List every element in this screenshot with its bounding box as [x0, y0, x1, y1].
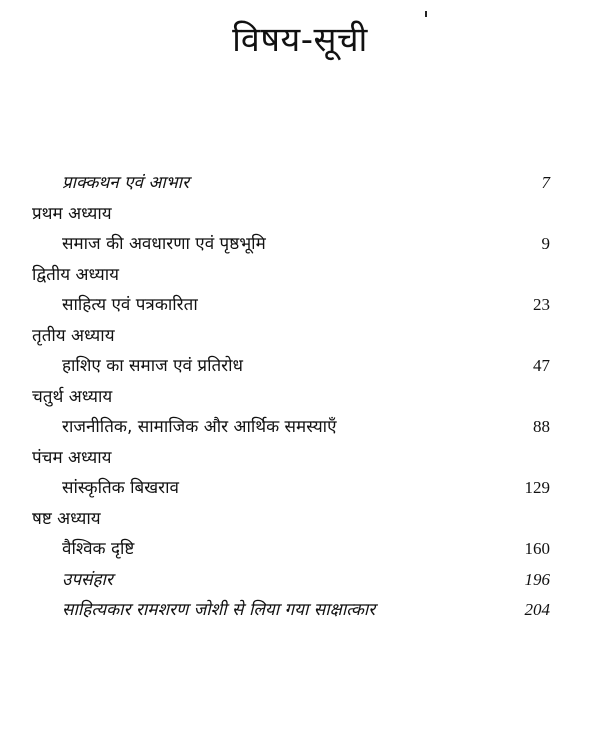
toc-page-number: 47: [533, 356, 550, 375]
toc-entry-label: साहित्य एवं पत्रकारिता: [62, 295, 198, 315]
toc-chapter-heading: [32, 321, 550, 352]
toc-entry-interview: [32, 595, 550, 626]
toc-chapter-heading: [32, 504, 550, 535]
toc-chapter-heading: [32, 260, 550, 291]
toc-entry-conclusion: [32, 565, 550, 596]
toc-page-number: 160: [524, 539, 550, 558]
toc-entry-label: साहित्यकार रामशरण जोशी से लिया गया साक्षात्कार: [62, 600, 376, 620]
toc-chapter-heading: [32, 382, 550, 413]
toc-entry-chapter4: [32, 412, 550, 443]
toc-page-number: 204: [524, 600, 550, 619]
chapter-heading-label: पंचम अध्याय: [32, 447, 112, 468]
toc-entry-chapter3: [32, 351, 550, 382]
chapter-heading-label: षष्ट अध्याय: [32, 508, 101, 529]
chapter-heading-label: प्रथम अध्याय: [32, 203, 112, 224]
toc-chapter-heading: [32, 443, 550, 474]
toc-entry-label: हाशिए का समाज एवं प्रतिरोध: [62, 356, 243, 376]
toc-page-number: 129: [524, 478, 550, 497]
toc-entry-label: सांस्कृतिक बिखराव: [62, 478, 179, 498]
toc-page-number: 23: [533, 295, 550, 314]
toc-entry-label: वैश्विक दृष्टि: [62, 539, 135, 559]
toc-chapter-heading: [32, 199, 550, 230]
chapter-heading-label: चतुर्थ अध्याय: [32, 386, 113, 407]
toc-page-number: 7: [541, 173, 550, 192]
toc-entry-chapter2: [32, 290, 550, 321]
toc-entry-label: उपसंहार: [62, 569, 113, 590]
toc-entry-chapter6: [32, 534, 550, 565]
toc-entry-chapter1: [32, 229, 550, 260]
table-of-contents: [32, 168, 550, 626]
page-title: विषय-सूची: [232, 20, 368, 60]
toc-entry-label: समाज की अवधारणा एवं पृष्ठभूमि: [62, 234, 266, 254]
toc-entry-label: प्राक्कथन एवं आभार: [62, 173, 190, 193]
toc-page-number: 88: [533, 417, 550, 436]
toc-entry-label: राजनीतिक, सामाजिक और आर्थिक समस्याएँ: [62, 417, 337, 437]
chapter-heading-label: द्वितीय अध्याय: [32, 264, 120, 285]
toc-entry-chapter5: [32, 473, 550, 504]
toc-entry-preface: [32, 168, 550, 199]
chapter-heading-label: तृतीय अध्याय: [32, 325, 115, 346]
toc-page-number: 196: [524, 569, 550, 589]
toc-page-number: 9: [541, 234, 550, 253]
